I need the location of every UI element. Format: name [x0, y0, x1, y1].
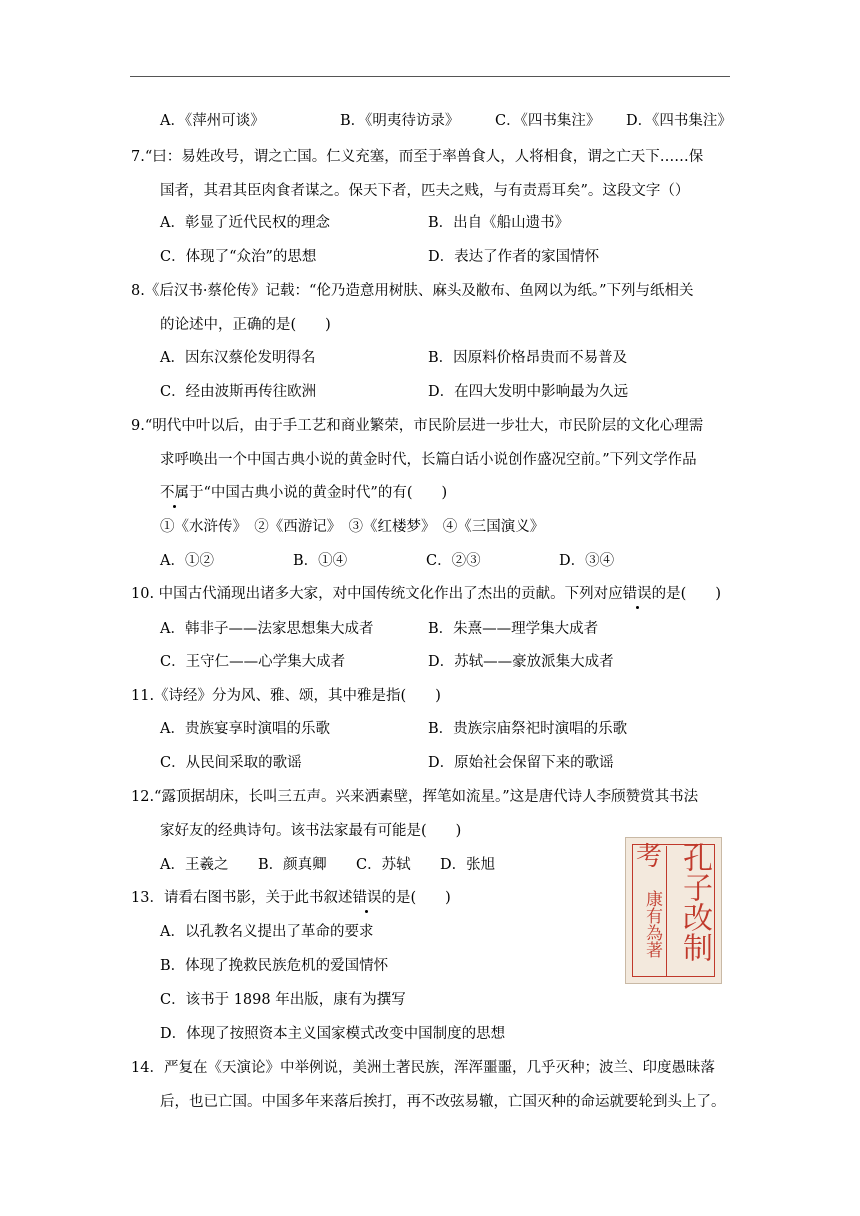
q12-stem-line-2: 家好友的经典诗句。该书法家最有可能是( ) [160, 823, 462, 839]
q7-option-c[interactable]: C．体现了“众治”的思想 [160, 249, 317, 265]
q10-option-a[interactable]: A．韩非子——法家思想集大成者 [160, 621, 374, 637]
q10-emphasis: 错误 [622, 586, 652, 602]
q12-option-b[interactable]: B．颜真卿 [258, 857, 327, 873]
q13-stem-post: 的是( ) [381, 890, 451, 906]
q9-works-list: ①《水浒传》 ②《西游记》 ③《红楼梦》 ④《三国演义》 [160, 519, 545, 535]
q13-option-d[interactable]: D．体现了按照资本主义国家模式改变中国制度的思想 [160, 1026, 506, 1042]
book-cover-title-col1: 考 [635, 842, 662, 872]
book-cover-author: 康有為著 [642, 890, 662, 958]
q7-stem-line-1: 7.“曰：易姓改号，谓之亡国。仁义充塞，而至于率兽食人，人将相食，谓之亡天下……保 [131, 149, 704, 165]
q9-option-a[interactable]: A．①② [160, 553, 214, 569]
q13-emphasis: 错误 [352, 890, 382, 906]
q8-option-b[interactable]: B．因原料价格昂贵而不易普及 [428, 350, 628, 366]
q13-option-b[interactable]: B．体现了挽救民族危机的爱国情怀 [160, 958, 389, 974]
q7-option-d[interactable]: D．表达了作者的家国情怀 [428, 249, 600, 265]
book-cover-divider [666, 846, 667, 976]
q9-option-b[interactable]: B．①④ [293, 553, 348, 569]
q9-stem-line-1: 9.“明代中叶以后，由于手工艺和商业繁荣，市民阶层进一步壮大，市民阶层的文化心理需 [131, 418, 704, 434]
q13-stem [131, 888, 451, 908]
book-cover-image [625, 837, 722, 984]
header-rule [130, 76, 730, 77]
q10-stem-pre: 10. 中国古代涌现出诸多大家，对中国传统文化作出了杰出的贡献。下列对应 [131, 586, 623, 602]
q9-emphasis: 不属 [160, 485, 189, 501]
q9-option-c[interactable]: C．②③ [426, 553, 481, 569]
q8-stem-line-1: 8.《后汉书·蔡伦传》记载：“伦乃造意用树肤、麻头及敝布、鱼网以为纸。”下列与纸相关 [131, 283, 694, 299]
q11-option-a[interactable]: A．贵族宴享时演唱的乐歌 [160, 721, 330, 737]
q10-option-b[interactable]: B．朱熹——理学集大成者 [428, 621, 599, 637]
q10-option-d[interactable]: D．苏轼——豪放派集大成者 [428, 654, 614, 670]
q11-option-b[interactable]: B．贵族宗庙祭祀时演唱的乐歌 [428, 721, 628, 737]
q6-option-d[interactable]: D．《四书集注》 [626, 113, 732, 129]
q12-stem-line-1: 12.“露顶据胡床，长叫三五声。兴来洒素壁，挥笔如流星。”这是唐代诗人李颀赞赏其书法 [131, 789, 699, 805]
q13-option-a[interactable]: A．以孔教名义提出了革命的要求 [160, 924, 374, 940]
q9-stem-line-3-rest: 于“中国古典小说的黄金时代”的有( ) [189, 485, 448, 501]
q11-stem: 11.《诗经》分为风、雅、颂，其中雅是指( ) [131, 688, 441, 704]
q6-option-a[interactable]: A．《萍州可谈》 [160, 113, 265, 129]
q9-stem-line-2: 求呼唤出一个中国古典小说的黄金时代，长篇白话小说创作盛况空前。”下列文学作品 [160, 452, 697, 468]
q10-option-c[interactable]: C．王守仁——心学集大成者 [160, 654, 346, 670]
q11-option-d[interactable]: D．原始社会保留下来的歌谣 [428, 755, 614, 771]
q7-option-a[interactable]: A．彰显了近代民权的理念 [160, 215, 330, 231]
q13-option-c[interactable]: C．该书于 1898 年出版，康有为撰写 [160, 992, 406, 1008]
q12-option-c[interactable]: C．苏轼 [356, 857, 411, 873]
book-cover-title-col2: 孔子改制 [677, 842, 712, 962]
q14-stem-line-2: 后，也已亡国。中国多年来落后挨打，再不改弦易辙，亡国灭种的命运就要轮到头上了。 [160, 1094, 726, 1110]
q6-option-b[interactable]: B．《明夷待访录》 [340, 113, 460, 129]
q14-stem-line-1: 14．严复在《天演论》中举例说，美洲土著民族，浑浑噩噩，几乎灭种；波兰、印度愚昧落 [131, 1060, 715, 1076]
q12-option-a[interactable]: A．王羲之 [160, 857, 229, 873]
q13-stem-pre: 13．请看右图书影，关于此书叙述 [131, 890, 353, 906]
q8-option-c[interactable]: C．经由波斯再传往欧洲 [160, 384, 317, 400]
q10-stem-post: 的是( ) [651, 586, 721, 602]
q11-option-c[interactable]: C．从民间采取的歌谣 [160, 755, 302, 771]
q8-stem-line-2: 的论述中，正确的是( ) [160, 317, 331, 333]
q9-option-d[interactable]: D．③④ [559, 553, 615, 569]
q10-stem [131, 584, 721, 604]
q6-option-c[interactable]: C．《四书集注》 [495, 113, 601, 129]
q8-option-d[interactable]: D．在四大发明中影响最为久远 [428, 384, 629, 400]
q12-option-d[interactable]: D．张旭 [440, 857, 496, 873]
q7-option-b[interactable]: B．出自《船山遗书》 [428, 215, 570, 231]
q8-option-a[interactable]: A．因东汉蔡伦发明得名 [160, 350, 316, 366]
q9-stem-line-3 [160, 483, 447, 503]
q7-stem-line-2: 国者，其君其臣肉食者谋之。保天下者，匹夫之贱，与有责焉耳矣”。这段文字（） [160, 183, 690, 199]
